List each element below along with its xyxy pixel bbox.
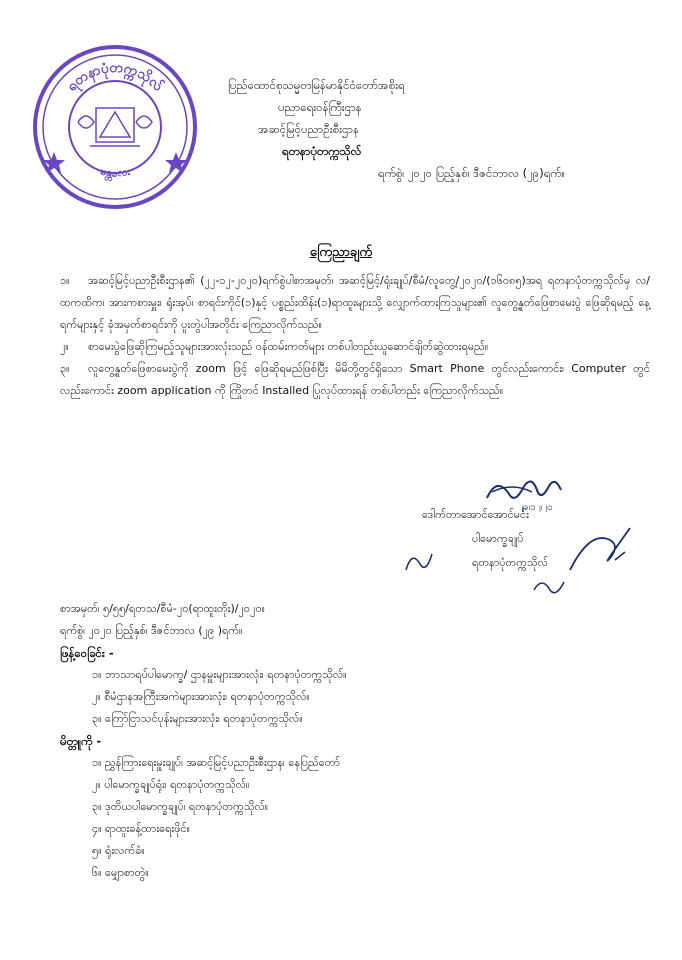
list-item: ၂။ ပါမောက္ခချုပ်ရုံး၊ ရတနာပုံတက္ကသိုလ်။ xyxy=(92,778,250,791)
handwritten-initial xyxy=(530,570,570,600)
list-item: ၃။ ကြော်ငြာသင်ပုန်းများအားလုံး၊ ရတနာပုံတက္ကသိုလ်။ xyxy=(92,712,303,725)
announcement-title: ကြေညာချက် xyxy=(309,245,373,260)
distribution-heading: ဖြန့်ဝေခြင်း - xyxy=(60,646,114,660)
paragraph-1: ၁။ အဆင့်မြင့်ပညာဦးစီးဌာန၏ (၂၂-၁၂-၂၀၂၀)ရက်စွဲပါစာအမှတ်၊ အဆင့်မြင့်/ရုံးချုပ်/စီမံ/လူတွေ့/၂၀၂၀/(၁၆၀၈၅)အရ ရတနာပုံတက္ကသိုလ်မှ လ/ထကထိက၊ အားကစားမှူး၊ ရုံးအုပ်၊ စာရင်းကိုင်(၁)နှင့် ပစ္စည်းထိန်း(၁)ရာထူးများသို့ လျှောက်ထားကြသူများ၏ လူတွေ့နှုတ်ဖြေစာမေးပွဲ ဖြေဆိုရမည့် နေ့ရက်များနှင့် ခုံအမှတ်စာရင်းကို ပူးတွဲပါအတိုင်း ကြေညာလိုက်သည်။ xyxy=(60,274,650,331)
header-date: ရက်စွဲ၊ ၂၀၂၀ ပြည့်နှစ်၊ ဒီဇင်ဘာလ (၂၉)ရက်။ xyxy=(378,166,566,180)
reference-number: စာအမှတ်၊ ၅/၅၅/ရတသ/စီမံ-၂၀(ရာထူးတိုး)/၂၀၂၀။ xyxy=(60,602,265,615)
copies-list xyxy=(60,730,620,884)
distribution-list xyxy=(60,642,620,730)
department-line: အဆင့်မြင့်ပညာဦးစီးဌာန xyxy=(258,122,360,136)
announcement-body xyxy=(60,270,650,402)
list-item: ၃။ ဒုတိယပါမောက္ခချုပ်၊ ရတနာပုံတက္ကသိုလ်။ xyxy=(92,800,269,813)
list-item: ၁။ ညွှန်ကြားရေးမှူးချုပ်၊ အဆင့်မြင့်ပညာဦးစီးဌာန၊ နေပြည်တော် xyxy=(92,756,340,769)
handwritten-initial xyxy=(398,540,438,580)
list-item: ၅။ ရုံးလက်ခံ။ xyxy=(92,844,145,857)
signatory-name: ဒေါက်တာအောင်အောင်မင်း xyxy=(422,508,529,521)
list-item: ၆။ မျှောစာတွဲ။ xyxy=(92,866,149,879)
list-item: ၄။ ရာထူးခန့်ထားရေးဖိုင်။ xyxy=(92,822,190,835)
svg-text:မန္တလေး: မန္တလေး xyxy=(98,164,131,181)
government-line: ပြည်ထောင်စုသမ္မတမြန်မာနိုင်ငံတော်အစိုးရ xyxy=(228,78,405,92)
svg-text:ရတနာပုံတက္ကသိုလ်: ရတနာပုံတက္ကသိုလ် xyxy=(63,59,166,95)
ministry-line: ပညာရေးဝန်ကြီးဌာန xyxy=(278,100,362,114)
letterhead xyxy=(228,74,668,184)
svg-text:၂၉၊၁၂၊၂၀: ၂၉၊၁၂၊၂၀ xyxy=(518,502,553,512)
handwritten-mark xyxy=(560,520,640,580)
handwritten-signature xyxy=(482,478,592,512)
university-line: ရတနာပုံတက္ကသိုလ် xyxy=(282,144,362,158)
list-item: ၂။ စီမံဌာနအကြီးအကဲများအားလုံး၊ ရတနာပုံတက္ကသိုလ်။ xyxy=(92,690,310,703)
list-item: ၁။ ဘာသာရပ်ပါမောက္ခ/ ဌာနမှူးများအားလုံး၊ ရတနာပုံတက္ကသိုလ်။ xyxy=(92,668,347,681)
copies-heading: မိတ္တူကို - xyxy=(60,734,102,748)
signatory-office: ရတနာပုံတက္ကသိုလ် xyxy=(472,556,548,569)
reference-date: ရက်စွဲ၊ ၂၀၂၀ ပြည့်နှစ်၊ ဒီဇင်ဘာလ (၂၉ )ရက်။ xyxy=(60,624,243,637)
paragraph-3: ၃။ လူတွေ့နှုတ်ဖြေစာမေးပွဲကို zoom ဖြင့် ဖြေဆိုရမည်ဖြစ်ပြီး မိမိတို့တွင်ရှိသော Smart Phone တွင်လည်းကောင်း၊ Computer တွင်လည်းကောင်း zoom application ကို ကြိုတင် Installed ပြုလုပ်ထားရန် တစ်ပါတည်း ကြေညာလိုက်သည်။ xyxy=(60,362,650,397)
signatory-title: ပါမောက္ခချုပ် xyxy=(472,532,524,545)
university-seal xyxy=(30,42,200,212)
paragraph-2: ၂။ စာမေးပွဲဖြေဆိုကြမည့်သူများအားလုံးသည် ဝန်ထမ်းကတ်များ တစ်ပါတည်းယူဆောင်ချိတ်ဆွဲထားရမည်။ xyxy=(60,340,489,353)
reference-block xyxy=(60,598,265,642)
